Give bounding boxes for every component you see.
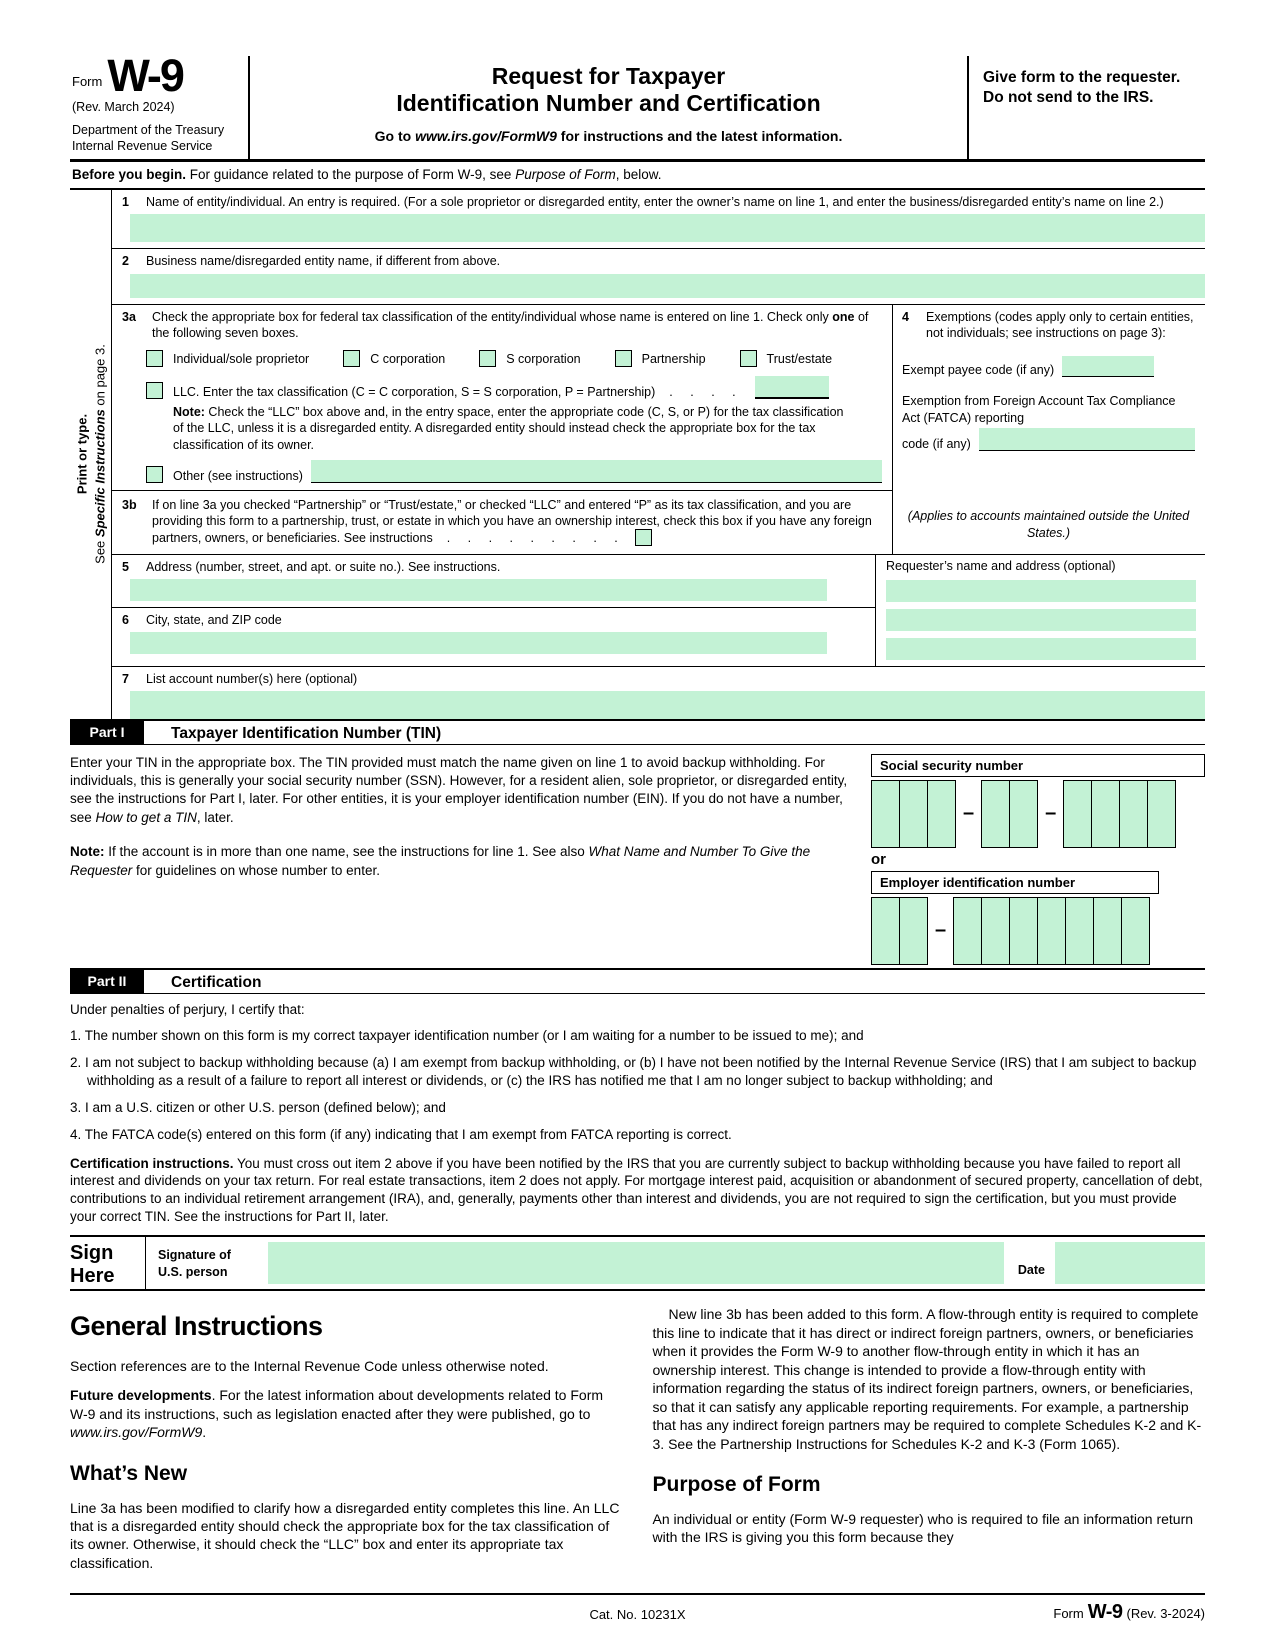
certification-intro: Under penalties of perjury, I certify that: (70, 1001, 305, 1017)
department-name: Department of the Treasury (72, 123, 225, 137)
line5-number: 5 (122, 559, 129, 574)
line3a-label: Check the appropriate box for federal tax classification of the entity/individual whose name is entered on line 1. Check only one of the following seven boxes. (152, 309, 869, 340)
ein-digit-4[interactable] (981, 897, 1010, 965)
date-label: Date (1017, 1263, 1045, 1278)
line3a-row (112, 305, 892, 491)
line3-column (112, 305, 893, 554)
line3-line4-block (112, 305, 1205, 555)
form-field-area (70, 190, 1205, 719)
option-s-corporation[interactable] (479, 350, 580, 367)
llc-option-row (146, 376, 880, 399)
purpose-of-form-title: Purpose of Form (652, 1473, 821, 1497)
instructions-right-column (653, 1305, 1206, 1583)
footer-form-id: Form W-9 (Rev. 3-2024) (1053, 1601, 1205, 1623)
ssn-digit-5[interactable] (1009, 780, 1038, 848)
line6-label: City, state, and ZIP code (146, 612, 282, 627)
ein-digit-1[interactable] (871, 897, 900, 965)
form-revision: (Rev. March 2024) (72, 100, 175, 114)
ssn-dash-2: – (1045, 802, 1057, 825)
purpose-of-form-para: An individual or entity (Form W-9 requester) who is required to file an information return with the IRS is giving you this form because they (652, 1510, 1194, 1546)
option-c-corporation[interactable] (343, 350, 445, 367)
ssn-digit-2[interactable] (899, 780, 928, 848)
line6-row (112, 608, 875, 654)
ssn-digit-4[interactable] (981, 780, 1010, 848)
trust-estate-checkbox[interactable] (740, 350, 757, 367)
part1-header (70, 719, 1205, 745)
signature-label: Signature of U.S. person (158, 1248, 231, 1279)
individual-label: Individual/sole proprietor (173, 351, 310, 366)
general-instructions-title: General Instructions (70, 1311, 323, 1342)
line3b-label: If on line 3a you checked “Partnership” or “Trust/estate,” or checked “LLC” and entered “P” as its tax classification, and you are providing this form to a partnership, trust, or estate in which you have an ownership interest, check this box if you have any foreign partners, owners, or beneficiaries. See instructions . . . . . . . . . (152, 497, 872, 546)
ein-digit-8[interactable] (1093, 897, 1122, 965)
before-you-begin: Before you begin. For guidance related to the purpose of Form W-9, see Purpose of Form, below. (70, 162, 1205, 190)
part1-badge: Part I (70, 721, 144, 744)
signature-input[interactable] (268, 1242, 1004, 1284)
certification-item-2: 2. I am not subject to backup withholding because (a) I am exempt from backup withholding, or (b) I have not been notified by the Internal Revenue Service (IRS) that I am subject to backup withholding as a result of a failure to report all interest or dividends, or (c) the IRS has notified me that I am no longer subject to backup withholding; and (70, 1054, 1197, 1088)
ein-dash: – (935, 919, 947, 942)
line7-number: 7 (122, 671, 129, 686)
line1-number: 1 (122, 195, 129, 209)
line4-number: 4 (902, 309, 909, 324)
city-state-zip-input[interactable] (130, 632, 827, 654)
sign-here-label: Sign Here (70, 1237, 146, 1289)
certification-instructions: Certification instructions. You must cross out item 2 above if you have been notified by the IRS that you are currently subject to backup withholding because you have failed to report all interest and dividends on your tax return. For real estate transactions, item 2 does not apply. For mortgage interest paid, acquisition or abandonment of secured property, cancellation of debt, contributions to an individual retirement arrangement (IRA), and, generally, payments other than interest and dividends, you are not required to sign the certification, but you must provide your correct TIN. See the instructions for Part II, later. (70, 1155, 1203, 1225)
footer-form-number: W-9 (1087, 1601, 1123, 1623)
date-input[interactable] (1055, 1242, 1205, 1284)
ssn-cells (871, 780, 1205, 848)
instructions-section (70, 1291, 1205, 1583)
requester-input-2[interactable] (886, 609, 1196, 631)
other-option-row (146, 460, 882, 483)
agency-name: Internal Revenue Service (72, 139, 213, 153)
ssn-dash-1: – (963, 802, 975, 825)
s-corporation-label: S corporation (506, 351, 581, 366)
form-id-block (70, 50, 250, 159)
ein-digit-9[interactable] (1121, 897, 1150, 965)
line3b-dot-leader: . . . . . . . . . (446, 531, 625, 546)
option-partnership[interactable] (615, 350, 706, 367)
form-header (70, 50, 1205, 162)
part2-header (70, 968, 1205, 994)
line2-number: 2 (122, 254, 129, 269)
ein-digit-2[interactable] (899, 897, 928, 965)
llc-note: Note: Check the “LLC” box above and, in the entry space, enter the appropriate code (C, S, or P) for the tax classification of the LLC, unless it is a disregarded entity. A disregarded entity should instead check the appropriate box for the tax classification of its owner. (173, 405, 844, 452)
individual-checkbox[interactable] (146, 350, 163, 367)
ssn-digit-9[interactable] (1147, 780, 1176, 848)
form-url-line: Go to www.irs.gov/FormW9 for instructions and the latest information. (374, 128, 843, 145)
c-corporation-checkbox[interactable] (343, 350, 360, 367)
part1-body (70, 745, 1205, 968)
line1-row (112, 190, 1205, 249)
line5-label: Address (number, street, and apt. or suite no.). See instructions. (146, 559, 501, 574)
ein-digit-3[interactable] (953, 897, 982, 965)
line3a-number: 3a (122, 309, 136, 324)
exempt-payee-row (902, 356, 1195, 377)
other-input[interactable] (311, 460, 882, 483)
form-number: W-9 (107, 50, 183, 101)
requester-input-1[interactable] (886, 580, 1196, 602)
line7-label: List account number(s) here (optional) (146, 671, 358, 686)
line1-label: Name of entity/individual. An entry is required. (For a sole proprietor or disregarded entity, enter the owner’s name on line 1, and enter the business/disregarded entity’s name on line 2.) (146, 195, 1164, 209)
requester-column (875, 555, 1205, 666)
line2-label: Business name/disregarded entity name, if different from above. (146, 254, 501, 269)
applies-note: (Applies to accounts maintained outside the United States.) (907, 508, 1190, 540)
business-name-input[interactable] (130, 274, 1205, 298)
exempt-payee-code-input[interactable] (1062, 356, 1154, 377)
tin-instructions: Enter your TIN in the appropriate box. The TIN provided must match the name given on line 1 to avoid backup withholding. For individuals, this is generally your social security number (SSN). However, for a resident alien, sole proprietor, or disregarded entity, see the instructions for Part I, later. For other entities, it is your employer identification number (EIN). If you do not have a number, see How to get a TIN, later. (70, 754, 848, 825)
certification-item-1: 1. The number shown on this form is my correct taxpayer identification number (or I am waiting for a number to be issued to me); and (70, 1027, 864, 1043)
irs-url: www.irs.gov/FormW9 (415, 128, 557, 145)
requester-input-3[interactable] (886, 638, 1196, 660)
certification-item-4: 4. The FATCA code(s) entered on this form (if any) indicating that I am exempt from FATCA reporting is correct. (70, 1126, 732, 1142)
other-checkbox[interactable] (146, 466, 163, 483)
ein-digit-5[interactable] (1009, 897, 1038, 965)
tin-boxes (871, 754, 1205, 968)
line6-number: 6 (122, 612, 129, 627)
option-trust-estate[interactable] (740, 350, 833, 367)
or-label: or (871, 850, 886, 868)
line5-row (112, 555, 875, 608)
llc-label: LLC. Enter the tax classification (C = C corporation, S = S corporation, P = Partnership) (173, 385, 656, 399)
line5-line6-block (112, 555, 1205, 667)
tax-classification-options (146, 350, 886, 367)
form-title-block (250, 56, 969, 159)
line3b-number: 3b (122, 497, 137, 512)
page-footer (70, 1593, 1205, 1635)
ein-cells (871, 897, 1205, 965)
address-column (112, 555, 875, 666)
part1-text (70, 754, 871, 968)
line4-label: Exemptions (codes apply only to certain entities, not individuals; see instructions on page 3): (926, 309, 1194, 340)
account-numbers-input[interactable] (130, 691, 1205, 719)
ssn-label: Social security number (871, 754, 1205, 777)
tin-note: Note: If the account is in more than one name, see the instructions for line 1. See also What Name and Number To Give the Requester for guidelines on whose number to enter. (70, 844, 811, 878)
print-or-type-label: Print or type. See Specific Instructions on page 3. (73, 344, 107, 565)
form-title: Request for Taxpayer Identification Number and Certification (396, 63, 821, 117)
ssn-digit-1[interactable] (871, 780, 900, 848)
part2-title: Certification (171, 973, 262, 991)
instructions-left-column (70, 1305, 623, 1583)
requester-label: Requester’s name and address (optional) (886, 558, 1116, 573)
part2-body (70, 1002, 1205, 1227)
s-corporation-checkbox[interactable] (479, 350, 496, 367)
ein-digit-6[interactable] (1037, 897, 1066, 965)
new-line-3b-para: New line 3b has been added to this form. A flow-through entity is required to complete this line to indicate that it has direct or indirect foreign partners, owners, or beneficiaries when it provides the Form W-9 to another flow-through entity in which it has an ownership interest. This change is intended to provide a flow-through entity with information regarding the status of its indirect foreign partners, owners, or beneficiaries, so that it can satisfy any applicable reporting requirements. For example, a partnership that has any indirect foreign partners may be required to complete Schedules K-2 and K-3. See the Partnership Instructions for Schedules K-2 and K-3 (Form 1065). (652, 1306, 1202, 1452)
exempt-payee-label: Exempt payee code (if any) (902, 363, 1055, 377)
give-form-note: Give form to the requester. Do not send to the IRS. (983, 69, 1181, 107)
partnership-checkbox[interactable] (615, 350, 632, 367)
ssn-digit-6[interactable] (1063, 780, 1092, 848)
whats-new-para: Line 3a has been modified to clarify how a disregarded entity completes this line. An LLC that is a disregarded entity should check the appropriate box for the tax classification of its owner. Otherwise, it should check the “LLC” box and enter its appropriate tax classification. (70, 1499, 620, 1571)
print-or-type-strip (70, 190, 112, 719)
form-fields (112, 190, 1205, 719)
part2-badge: Part II (70, 970, 144, 993)
ssn-digit-8[interactable] (1119, 780, 1148, 848)
name-input[interactable] (130, 214, 1205, 242)
trust-estate-label: Trust/estate (766, 351, 833, 366)
line2-row (112, 249, 1205, 304)
whats-new-title: What’s New (70, 1461, 188, 1485)
line3b-row (112, 491, 892, 554)
llc-dot-leader: . . . . (669, 385, 743, 399)
line4-column (893, 305, 1205, 554)
part1-title: Taxpayer Identification Number (TIN) (171, 724, 442, 742)
certification-item-3: 3. I am a U.S. citizen or other U.S. person (defined below); and (70, 1099, 446, 1115)
address-input[interactable] (130, 579, 827, 601)
future-developments-para: Future developments. For the latest information about developments related to Form W-9 and its instructions, such as legislation enacted after they were published, go to www.irs.gov/FormW9. (70, 1387, 604, 1441)
llc-classification-input[interactable] (755, 376, 829, 399)
fatca-code-label: code (if any) (902, 436, 971, 451)
llc-checkbox[interactable] (146, 382, 163, 399)
option-individual[interactable] (146, 350, 309, 367)
ein-digit-7[interactable] (1065, 897, 1094, 965)
c-corporation-label: C corporation (370, 351, 446, 366)
fatca-label: Exemption from Foreign Account Tax Compliance Act (FATCA) reporting (902, 394, 1176, 425)
catalog-number: Cat. No. 10231X (589, 1607, 686, 1622)
form-word: Form (72, 74, 103, 89)
ein-label: Employer identification number (871, 871, 1159, 894)
ssn-digit-7[interactable] (1091, 780, 1120, 848)
fatca-code-row (902, 428, 1195, 451)
fatca-code-input[interactable] (979, 428, 1195, 451)
ssn-digit-3[interactable] (927, 780, 956, 848)
other-label: Other (see instructions) (173, 468, 303, 483)
foreign-partners-checkbox[interactable] (635, 529, 652, 546)
line7-row (112, 667, 1205, 719)
section-references-para: Section references are to the Internal Revenue Code unless otherwise noted. (70, 1357, 549, 1374)
sign-here-row (70, 1235, 1205, 1291)
partnership-label: Partnership (641, 351, 706, 366)
